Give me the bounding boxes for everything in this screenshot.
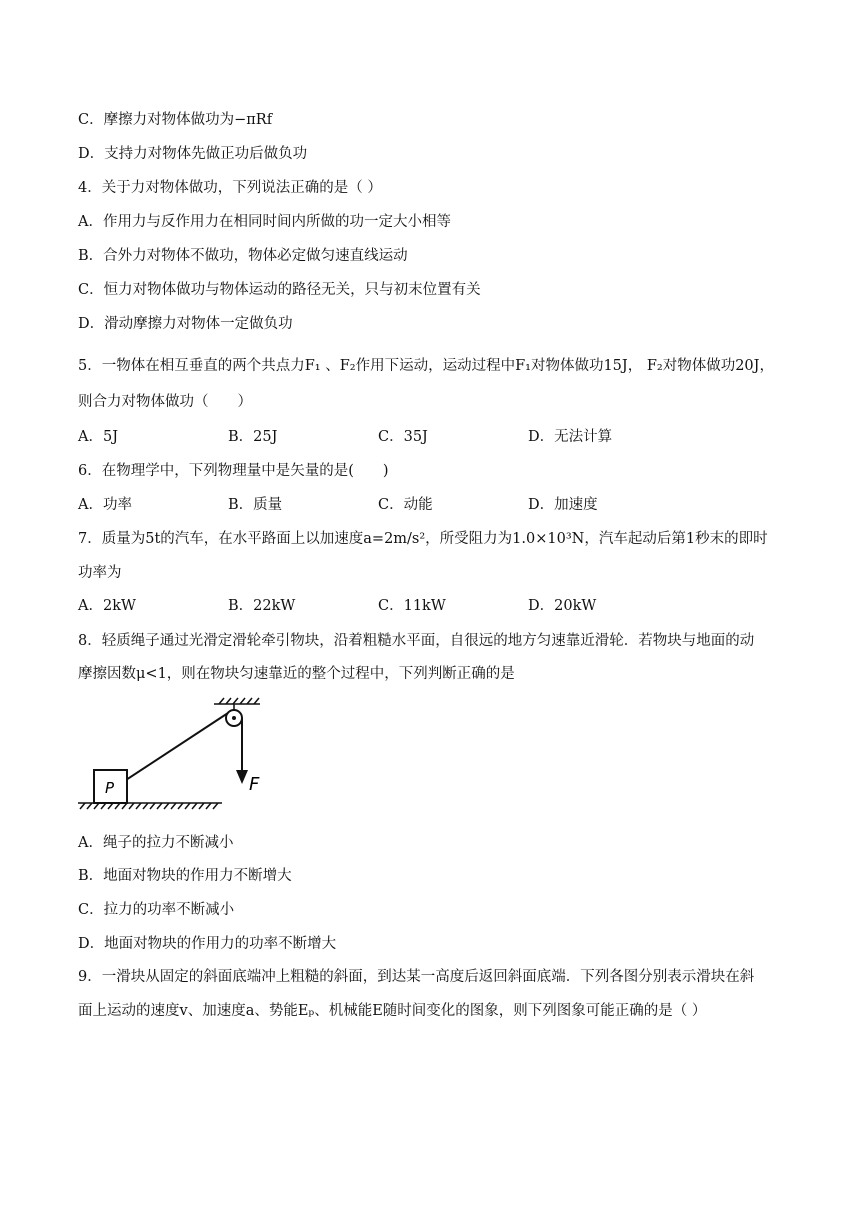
rope-slanted bbox=[126, 713, 228, 780]
question-8-line2: 摩擦因数μ<1，则在物块匀速靠近的整个过程中，下列判断正确的是 bbox=[78, 666, 515, 682]
q6-option-a: A．功率 bbox=[78, 497, 132, 513]
q8-option-c: C．拉力的功率不断减小 bbox=[78, 902, 235, 918]
q7-option-d: D．20kW bbox=[528, 598, 597, 614]
question-7-line2: 功率为 bbox=[78, 565, 122, 581]
q5-option-b: B．25J bbox=[228, 429, 278, 445]
question-4: 4．关于力对物体做功，下列说法正确的是（ ） bbox=[78, 180, 382, 196]
q3-option-c: C．摩擦力对物体做功为−πRf bbox=[78, 112, 273, 128]
q6-option-b: B．质量 bbox=[228, 497, 283, 513]
force-label: F bbox=[249, 774, 260, 795]
q8-option-b: B．地面对物块的作用力不断增大 bbox=[78, 868, 292, 884]
q4-option-c: C．恒力对物体做功与物体运动的路径无关，只与初末位置有关 bbox=[78, 282, 481, 298]
question-5-line2: 则合力对物体做功（ ） bbox=[78, 394, 252, 410]
question-5-line1: 5．一物体在相互垂直的两个共点力F₁ 、F₂作用下运动，运动过程中F₁对物体做功15J， F₂对物体做功20J， bbox=[78, 358, 774, 374]
q8-option-d: D．地面对物块的作用力的功率不断增大 bbox=[78, 936, 337, 952]
q7-option-c: C．11kW bbox=[378, 598, 446, 614]
question-7-line1: 7．质量为5t的汽车，在水平路面上以加速度a=2m/s²，所受阻力为1.0×10³N，汽车起动后第1秒末的即时 bbox=[78, 531, 768, 547]
q5-option-d: D．无法计算 bbox=[528, 429, 613, 445]
question-9-line2: 面上运动的速度v、加速度a、势能Eₚ、机械能E随时间变化的图象，则下列图象可能正确的是（ ） bbox=[78, 1003, 707, 1019]
question-9-line1: 9．一滑块从固定的斜面底端冲上粗糙的斜面，到达某一高度后返回斜面底端．下列各图分别表示滑块在斜 bbox=[78, 969, 755, 985]
q5-option-a: A．5J bbox=[78, 429, 119, 445]
q6-option-d: D．加速度 bbox=[528, 497, 598, 513]
q4-option-d: D．滑动摩擦力对物体一定做负功 bbox=[78, 316, 293, 332]
force-arrowhead bbox=[236, 770, 248, 784]
q4-option-a: A．作用力与反作用力在相同时间内所做的功一定大小相等 bbox=[78, 214, 451, 230]
block-label: P bbox=[105, 779, 115, 797]
q3-option-d: D．支持力对物体先做正功后做负功 bbox=[78, 146, 308, 162]
question-6: 6．在物理学中，下列物理量中是矢量的是( ) bbox=[78, 463, 389, 479]
q4-option-b: B．合外力对物体不做功，物体必定做匀速直线运动 bbox=[78, 248, 408, 264]
q7-option-a: A．2kW bbox=[78, 598, 136, 614]
q5-option-c: C．35J bbox=[378, 429, 428, 445]
q6-option-c: C．动能 bbox=[378, 497, 433, 513]
q7-option-b: B．22kW bbox=[228, 598, 296, 614]
q8-option-a: A．绳子的拉力不断减小 bbox=[78, 835, 234, 851]
question-8-line1: 8．轻质绳子通过光滑定滑轮牵引物块，沿着粗糙水平面，自很远的地方匀速靠近滑轮．若物块与地面的动 bbox=[78, 633, 755, 649]
pulley-figure bbox=[74, 696, 264, 816]
